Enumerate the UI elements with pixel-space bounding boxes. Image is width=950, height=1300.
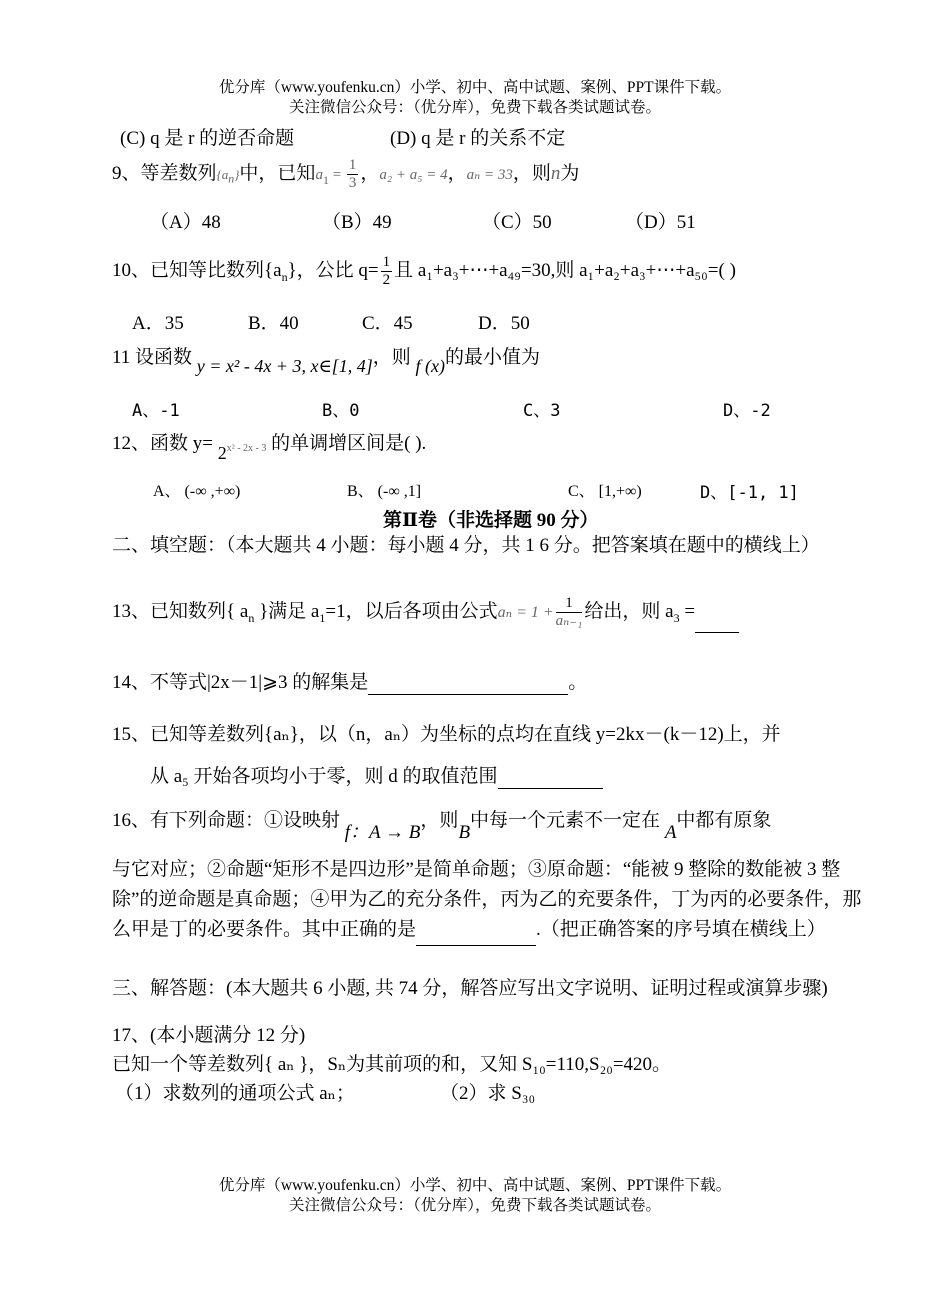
q12-option-b: B、 (-∞ ,1] xyxy=(347,483,422,500)
q11-fx: f (x) xyxy=(415,356,446,376)
q12-option-d: D、[-1, 1] xyxy=(700,483,799,503)
q13-formula: aₙ = 1 + xyxy=(497,604,554,621)
question-14: 14、不等式|2x－1|⩾3 的解集是 。 xyxy=(112,672,588,693)
q13-fraction: $\frac{1}{\text{aₙ₋₁}}$ xyxy=(555,595,583,630)
header-line-1: 优分库（www.youfenku.cn）小学、初中、高中试题、案例、PPT课件下载。 xyxy=(218,79,732,96)
q10-option-b: B．40 xyxy=(248,313,299,334)
footer-line-2: 关注微信公众号：（优分库），免费下载各类试题试卷。 xyxy=(288,1197,661,1214)
q8-option-d: (D) q 是 r 的关系不定 xyxy=(390,128,566,149)
q14-answer-blank[interactable] xyxy=(368,672,568,695)
q11-option-c: C、3 xyxy=(523,401,561,421)
q10-option-d: D．50 xyxy=(478,313,530,334)
page-footer xyxy=(0,1176,950,1216)
question-16-first-line: 16、有下列命题：①设映射 f：A → B，则B中每一个元素不一定在 A中都有原象 xyxy=(112,810,772,843)
q9-option-a: （A）48 xyxy=(150,212,221,233)
q9-option-c: （C）50 xyxy=(482,212,552,233)
q11-option-b: B、0 xyxy=(322,401,360,421)
q9-option-b: （B）49 xyxy=(322,212,392,233)
answer-section-heading: 三、解答题：(本大题共 6 小题, 共 74 分，解答应写出文字说明、证明过程或演算步骤) xyxy=(112,978,828,999)
q15-answer-blank[interactable] xyxy=(498,766,603,789)
q9-fraction: $\frac{1}{3}$ xyxy=(348,157,357,192)
question-15-line-1: 15、已知等差数列{aₙ}，以（n，aₙ）为坐标的点均在直线 y=2kx－(k－12)上，并 xyxy=(112,724,781,745)
question-15-line-2: 从 a₅ 开始各项均小于零，则 d 的取值范围 xyxy=(150,761,603,789)
fill-in-heading: 二、填空题：（本大题共 4 小题：每小题 4 分，共 1 6 分。把答案填在题中的横线上） xyxy=(112,535,820,556)
q10-option-a: A．35 xyxy=(132,313,184,334)
q10-option-c: C．45 xyxy=(362,313,413,334)
q16-mapping: f：A → B xyxy=(344,822,421,843)
q16-answer-blank[interactable] xyxy=(416,915,536,946)
q9-option-d: （D）51 xyxy=(625,212,696,233)
question-16-body: 与它对应；②命题“矩形不是四边形”是简单命题；③原命题：“能被 9 整除的数能被 3 整除”的逆命题是真命题；④甲为乙的充分条件，丙为乙的充要条件，丁为丙的必要条件，那么甲是丁的必要条件。其中正确的是 .（把正确答案的序号填在横线上） xyxy=(112,855,872,946)
q12-option-a: A、 (-∞ ,+∞) xyxy=(153,483,241,500)
header-line-2: 关注微信公众号：（优分库），免费下载各类试题试卷。 xyxy=(288,99,661,116)
q12-option-c: C、 [1,+∞) xyxy=(568,483,642,500)
q12-base: 2 xyxy=(217,443,227,463)
q11-function: y = x² - 4x + 3, x∈[1, 4] xyxy=(196,356,373,376)
question-12: 12、函数 y= 2x² - 2x - 3 的单调增区间是( ). xyxy=(112,433,427,463)
q17-title: 17、(本小题满分 12 分) xyxy=(112,1025,306,1046)
q10-fraction: $\frac{1}{2}$ xyxy=(382,254,391,289)
q17-part-1: （1）求数列的通项公式 aₙ； xyxy=(115,1083,355,1104)
q11-option-a: A、-1 xyxy=(132,401,180,421)
q13-answer-blank[interactable] xyxy=(695,592,739,633)
q17-part-2: （2）求 S₃₀ xyxy=(440,1083,536,1104)
question-11: 11 设函数 y = x² - 4x + 3, x∈[1, 4]，则 f (x)的最小值为 xyxy=(112,347,541,376)
q8-option-c: (C) q 是 r 的逆否命题 xyxy=(120,128,295,149)
question-13: 13、已知数列{ $a_n$ }满足 $a_1=1$，以后各项由公式aₙ = 1 + $\frac{1}{\text{aₙ₋₁}}$ 给出，则 $a_3$ = xyxy=(112,592,739,638)
question-10: 10、已知等比数列$\{a_n\}$，公比 q= $\frac{1}{2}$ 且 a₁+a₃+⋯+a₄₉=30,则 a₁+a₂+a₃+⋯+a₅₀=( ) xyxy=(112,254,736,289)
footer-line-1: 优分库（www.youfenku.cn）小学、初中、高中试题、案例、PPT课件下载。 xyxy=(218,1177,732,1194)
section-2-title: 第Ⅱ卷（非选择题 90 分） xyxy=(383,510,599,531)
page-header xyxy=(0,78,950,118)
question-9: 9、等差数列$\{a_n\}$中，已知$a_1$ = $\frac{1}{3}$ ，a₂ + a₅ = 4，aₙ = 33，则n为 xyxy=(112,157,580,192)
q12-exponent: x² - 2x - 3 xyxy=(226,443,267,454)
q17-stem: 已知一个等差数列{ aₙ }，Sₙ为其前项的和，又知 S₁₀=110,S₂₀=420。 xyxy=(112,1054,672,1075)
q11-option-d: D、-2 xyxy=(723,401,771,421)
